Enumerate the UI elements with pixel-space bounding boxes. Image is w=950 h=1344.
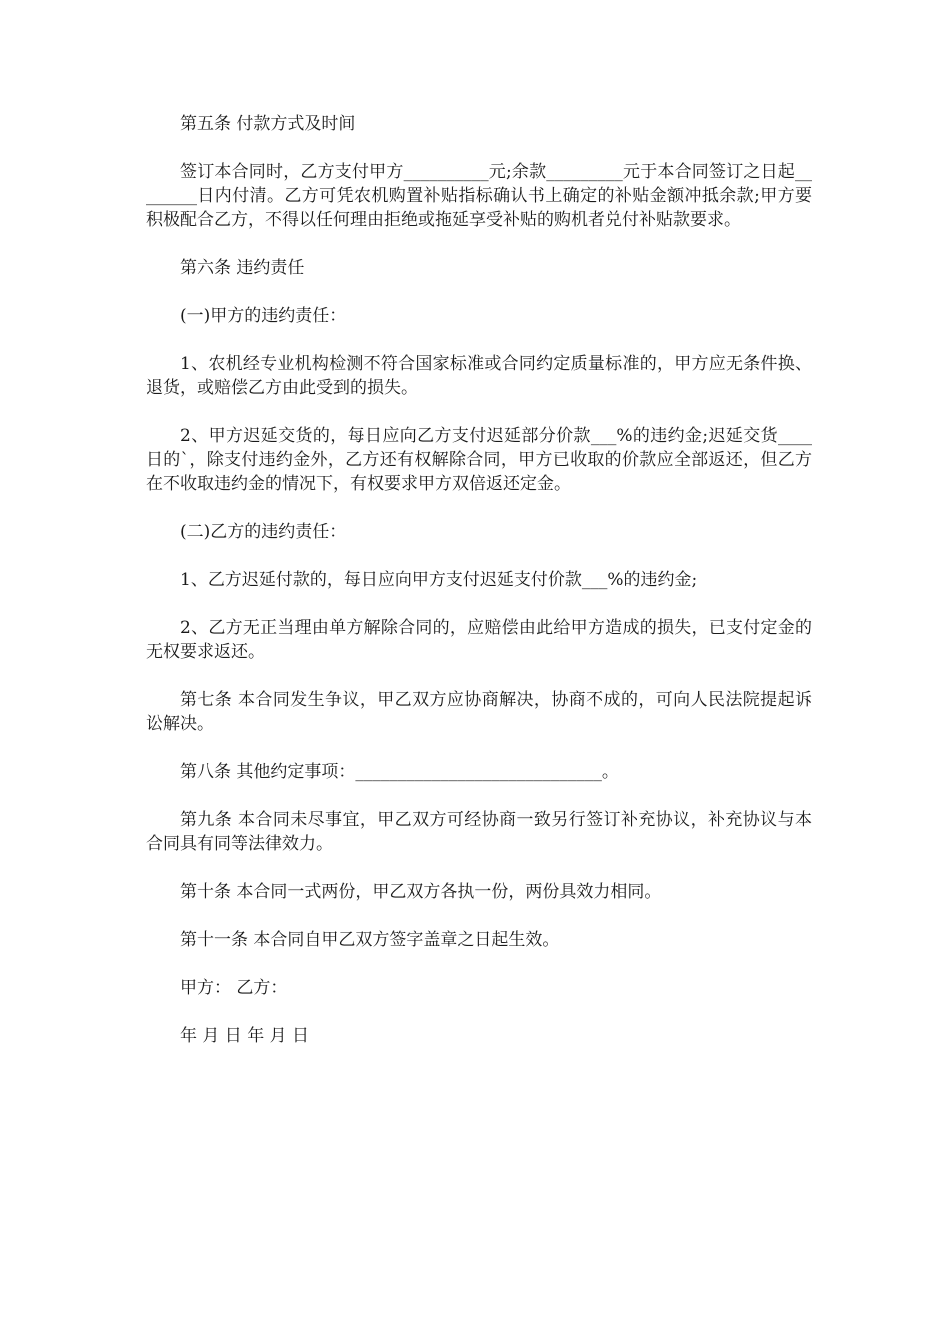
article-6-heading: 第六条 违约责任 (180, 258, 305, 278)
signature-parties: 甲方： 乙方： (180, 978, 288, 998)
party-a-liability-item-2: 2、甲方迟延交货的，每日应向乙方支付迟延部分价款___%的违约金;迟延交货____日的`，除支付违约金外，乙方还有权解除合同，甲方已收取的价款应全部返还，但乙方在不收取违约金的情况下，有权要求甲方双倍返还定金。 (146, 426, 812, 494)
article-10-copies: 第十条 本合同一式两份，甲乙双方各执一份，两份具效力相同。 (180, 882, 662, 902)
party-b-liability-item-1: 1、乙方迟延付款的，每日应向甲方支付迟延支付价款___%的违约金; (180, 570, 698, 590)
party-a-liability-item-1: 1、农机经专业机构检测不符合国家标准或合同约定质量标准的，甲方应无条件换、退货，或赔偿乙方由此受到的损失。 (146, 354, 812, 398)
signature-dates: 年 月 日 年 月 日 (180, 1026, 310, 1046)
party-b-liability-heading: (二)乙方的违约责任： (180, 522, 347, 542)
article-11-effective: 第十一条 本合同自甲乙双方签字盖章之日起生效。 (180, 930, 560, 950)
article-5-payment-terms: 签订本合同时，乙方支付甲方__________元;余款_________元于本合同签订之日起________日内付清。乙方可凭农机购置补贴指标确认书上确定的补贴金额冲抵余款;甲方要积极配合乙方，不得以任何理由拒绝或拖延享受补贴的购机者兑付补贴款要求。 (146, 162, 812, 230)
party-b-liability-item-2: 2、乙方无正当理由单方解除合同的，应赔偿由此给甲方造成的损失，已支付定金的无权要求返还。 (146, 618, 812, 662)
article-8-other-terms: 第八条 其他约定事项：_____________________________。 (180, 762, 619, 782)
party-a-liability-heading: (一)甲方的违约责任： (180, 306, 347, 326)
article-9-supplement: 第九条 本合同未尽事宜，甲乙双方可经协商一致另行签订补充协议，补充协议与本合同具有同等法律效力。 (146, 810, 812, 854)
article-5-heading: 第五条 付款方式及时间 (180, 114, 356, 134)
article-7-dispute: 第七条 本合同发生争议，甲乙双方应协商解决，协商不成的，可向人民法院提起诉讼解决。 (146, 690, 812, 734)
contract-body (146, 112, 812, 1072)
